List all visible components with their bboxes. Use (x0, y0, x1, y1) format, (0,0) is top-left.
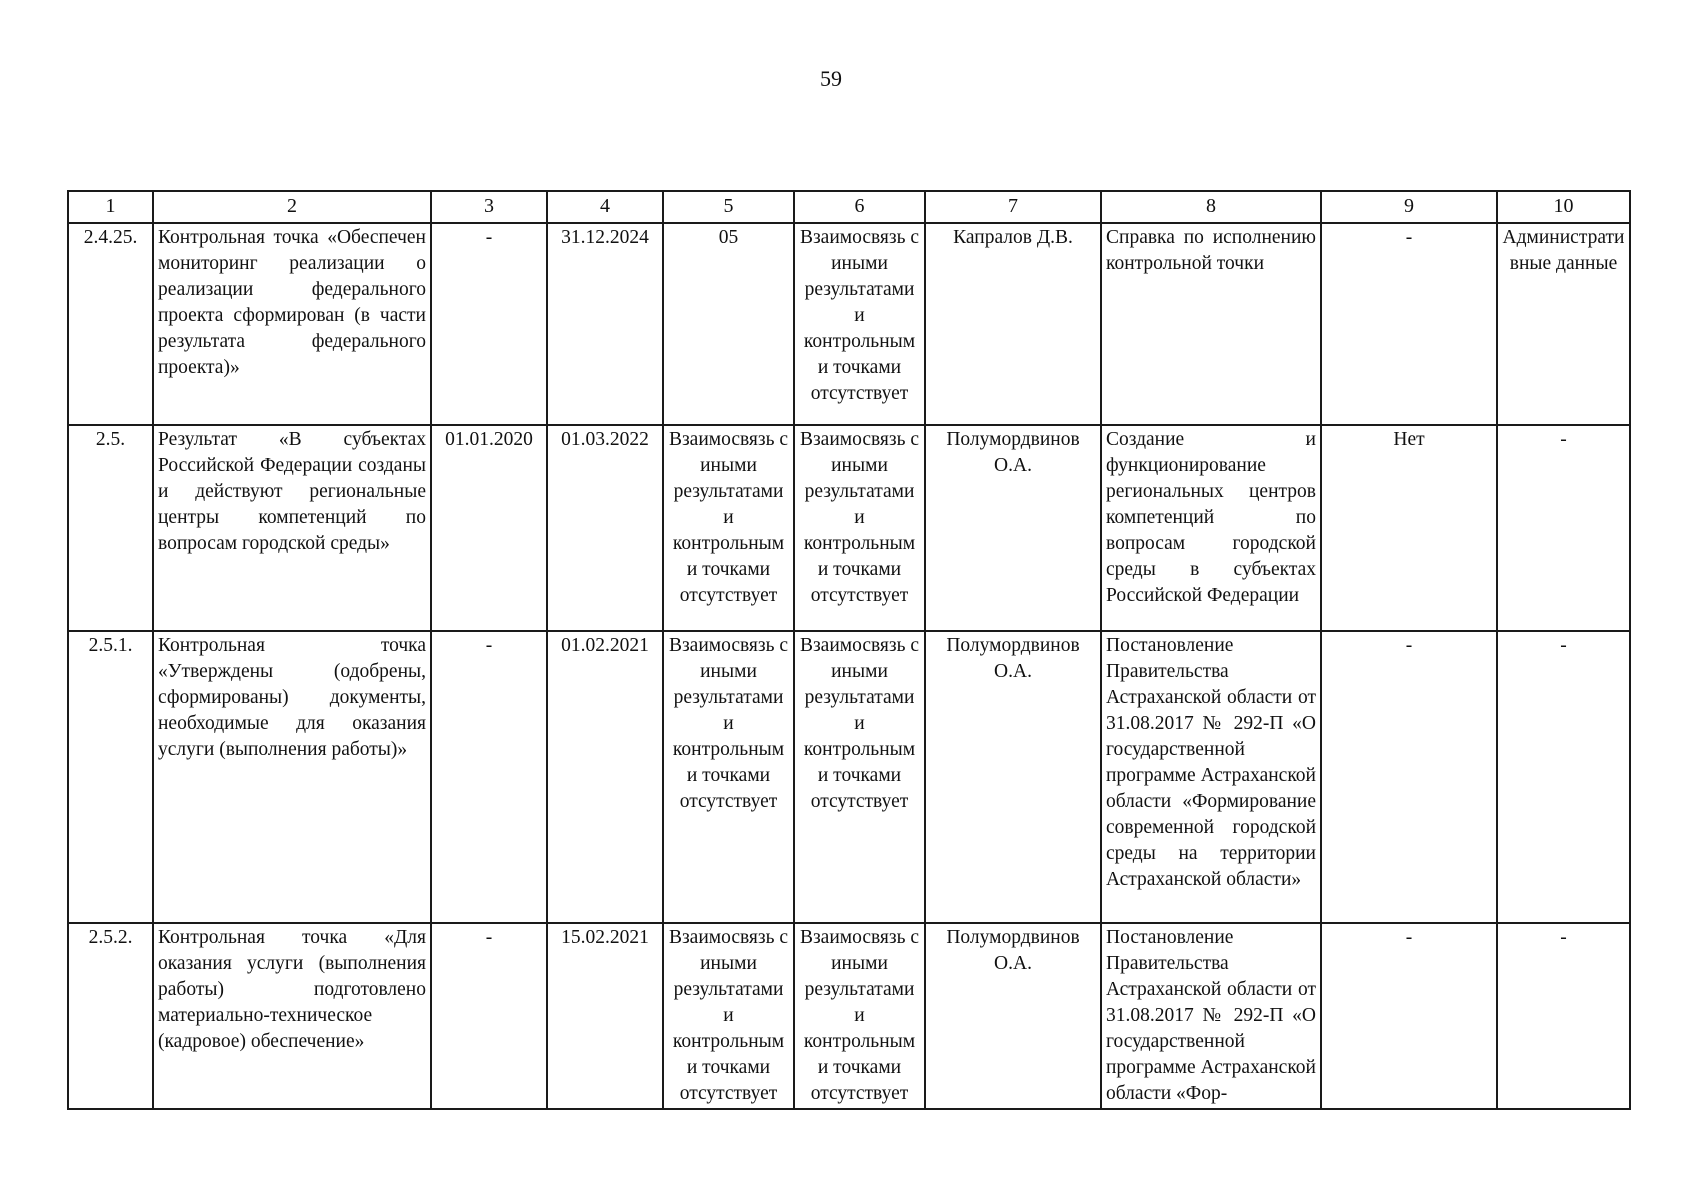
column-header: 5 (663, 191, 794, 223)
cell-col8: Создание и функционирование региональных центров компетенций по вопросам городской среды в субъектах Российской Федерации (1101, 425, 1321, 631)
table-row (68, 631, 1630, 923)
page-number: 59 (820, 66, 842, 91)
cell-responsible: Полумордвинов О.А. (925, 425, 1101, 631)
cell-start-date: 01.01.2020 (431, 425, 547, 631)
cell-col9: - (1321, 923, 1497, 1109)
table-row (68, 425, 1630, 631)
column-header: 10 (1497, 191, 1630, 223)
cell-number: 2.5. (68, 425, 153, 631)
cell-end-date: 31.12.2024 (547, 223, 663, 425)
header-row (68, 191, 1630, 223)
cell-col8: Постановление Правительства Астраханской области от 31.08.2017 № 292-П «О государственной программе Астраханской области «Фор- (1101, 923, 1321, 1109)
cell-col5: Взаимосвязь с иными результатами и контрольными точками отсутствует (663, 923, 794, 1109)
cell-name: Результат «В субъектах Российской Федерации созданы и действуют региональные центры компетенций по вопросам городской среды» (153, 425, 431, 631)
cell-name: Контрольная точка «Обеспечен мониторинг реализации о реализации федерального проекта сформирован (в части результата федерального проекта)» (153, 223, 431, 425)
cell-end-date: 15.02.2021 (547, 923, 663, 1109)
cell-number: 2.4.25. (68, 223, 153, 425)
cell-end-date: 01.03.2022 (547, 425, 663, 631)
cell-name: Контрольная точка «Утверждены (одобрены, сформированы) документы, необходимые для оказания услуги (выполнения работы)» (153, 631, 431, 923)
cell-col6: Взаимосвязь с иными результатами и контрольными точками отсутствует (794, 923, 925, 1109)
column-header: 3 (431, 191, 547, 223)
column-header: 2 (153, 191, 431, 223)
cell-start-date: - (431, 223, 547, 425)
cell-col10: - (1497, 923, 1630, 1109)
cell-col8: Постановление Правительства Астраханской области от 31.08.2017 № 292-П «О государственной программе Астраханской области «Формирование современной городской среды на территории Астраханской области» (1101, 631, 1321, 923)
cell-start-date: - (431, 923, 547, 1109)
column-header: 8 (1101, 191, 1321, 223)
cell-col6: Взаимосвязь с иными результатами и контрольными точками отсутствует (794, 223, 925, 425)
cell-col9: Нет (1321, 425, 1497, 631)
cell-col5: 05 (663, 223, 794, 425)
cell-col10: - (1497, 425, 1630, 631)
cell-number: 2.5.2. (68, 923, 153, 1109)
cell-col5: Взаимосвязь с иными результатами и контрольными точками отсутствует (663, 425, 794, 631)
cell-responsible: Капралов Д.В. (925, 223, 1101, 425)
cell-col8: Справка по исполнению контрольной точки (1101, 223, 1321, 425)
cell-responsible: Полумордвинов О.А. (925, 631, 1101, 923)
cell-col10: Административные данные (1497, 223, 1630, 425)
control-points-table (67, 190, 1631, 1110)
column-header: 4 (547, 191, 663, 223)
column-header: 7 (925, 191, 1101, 223)
cell-start-date: - (431, 631, 547, 923)
cell-col10: - (1497, 631, 1630, 923)
table-row (68, 223, 1630, 425)
cell-col9: - (1321, 223, 1497, 425)
column-header: 1 (68, 191, 153, 223)
cell-col9: - (1321, 631, 1497, 923)
cell-col6: Взаимосвязь с иными результатами и контрольными точками отсутствует (794, 425, 925, 631)
cell-name: Контрольная точка «Для оказания услуги (выполнения работы) подготовлено материально-техническое (кадровое) обеспечение» (153, 923, 431, 1109)
table-row (68, 923, 1630, 1109)
cell-number: 2.5.1. (68, 631, 153, 923)
cell-end-date: 01.02.2021 (547, 631, 663, 923)
column-header: 9 (1321, 191, 1497, 223)
column-header: 6 (794, 191, 925, 223)
cell-col6: Взаимосвязь с иными результатами и контрольными точками отсутствует (794, 631, 925, 923)
cell-responsible: Полумордвинов О.А. (925, 923, 1101, 1109)
cell-col5: Взаимосвязь с иными результатами и контрольными точками отсутствует (663, 631, 794, 923)
